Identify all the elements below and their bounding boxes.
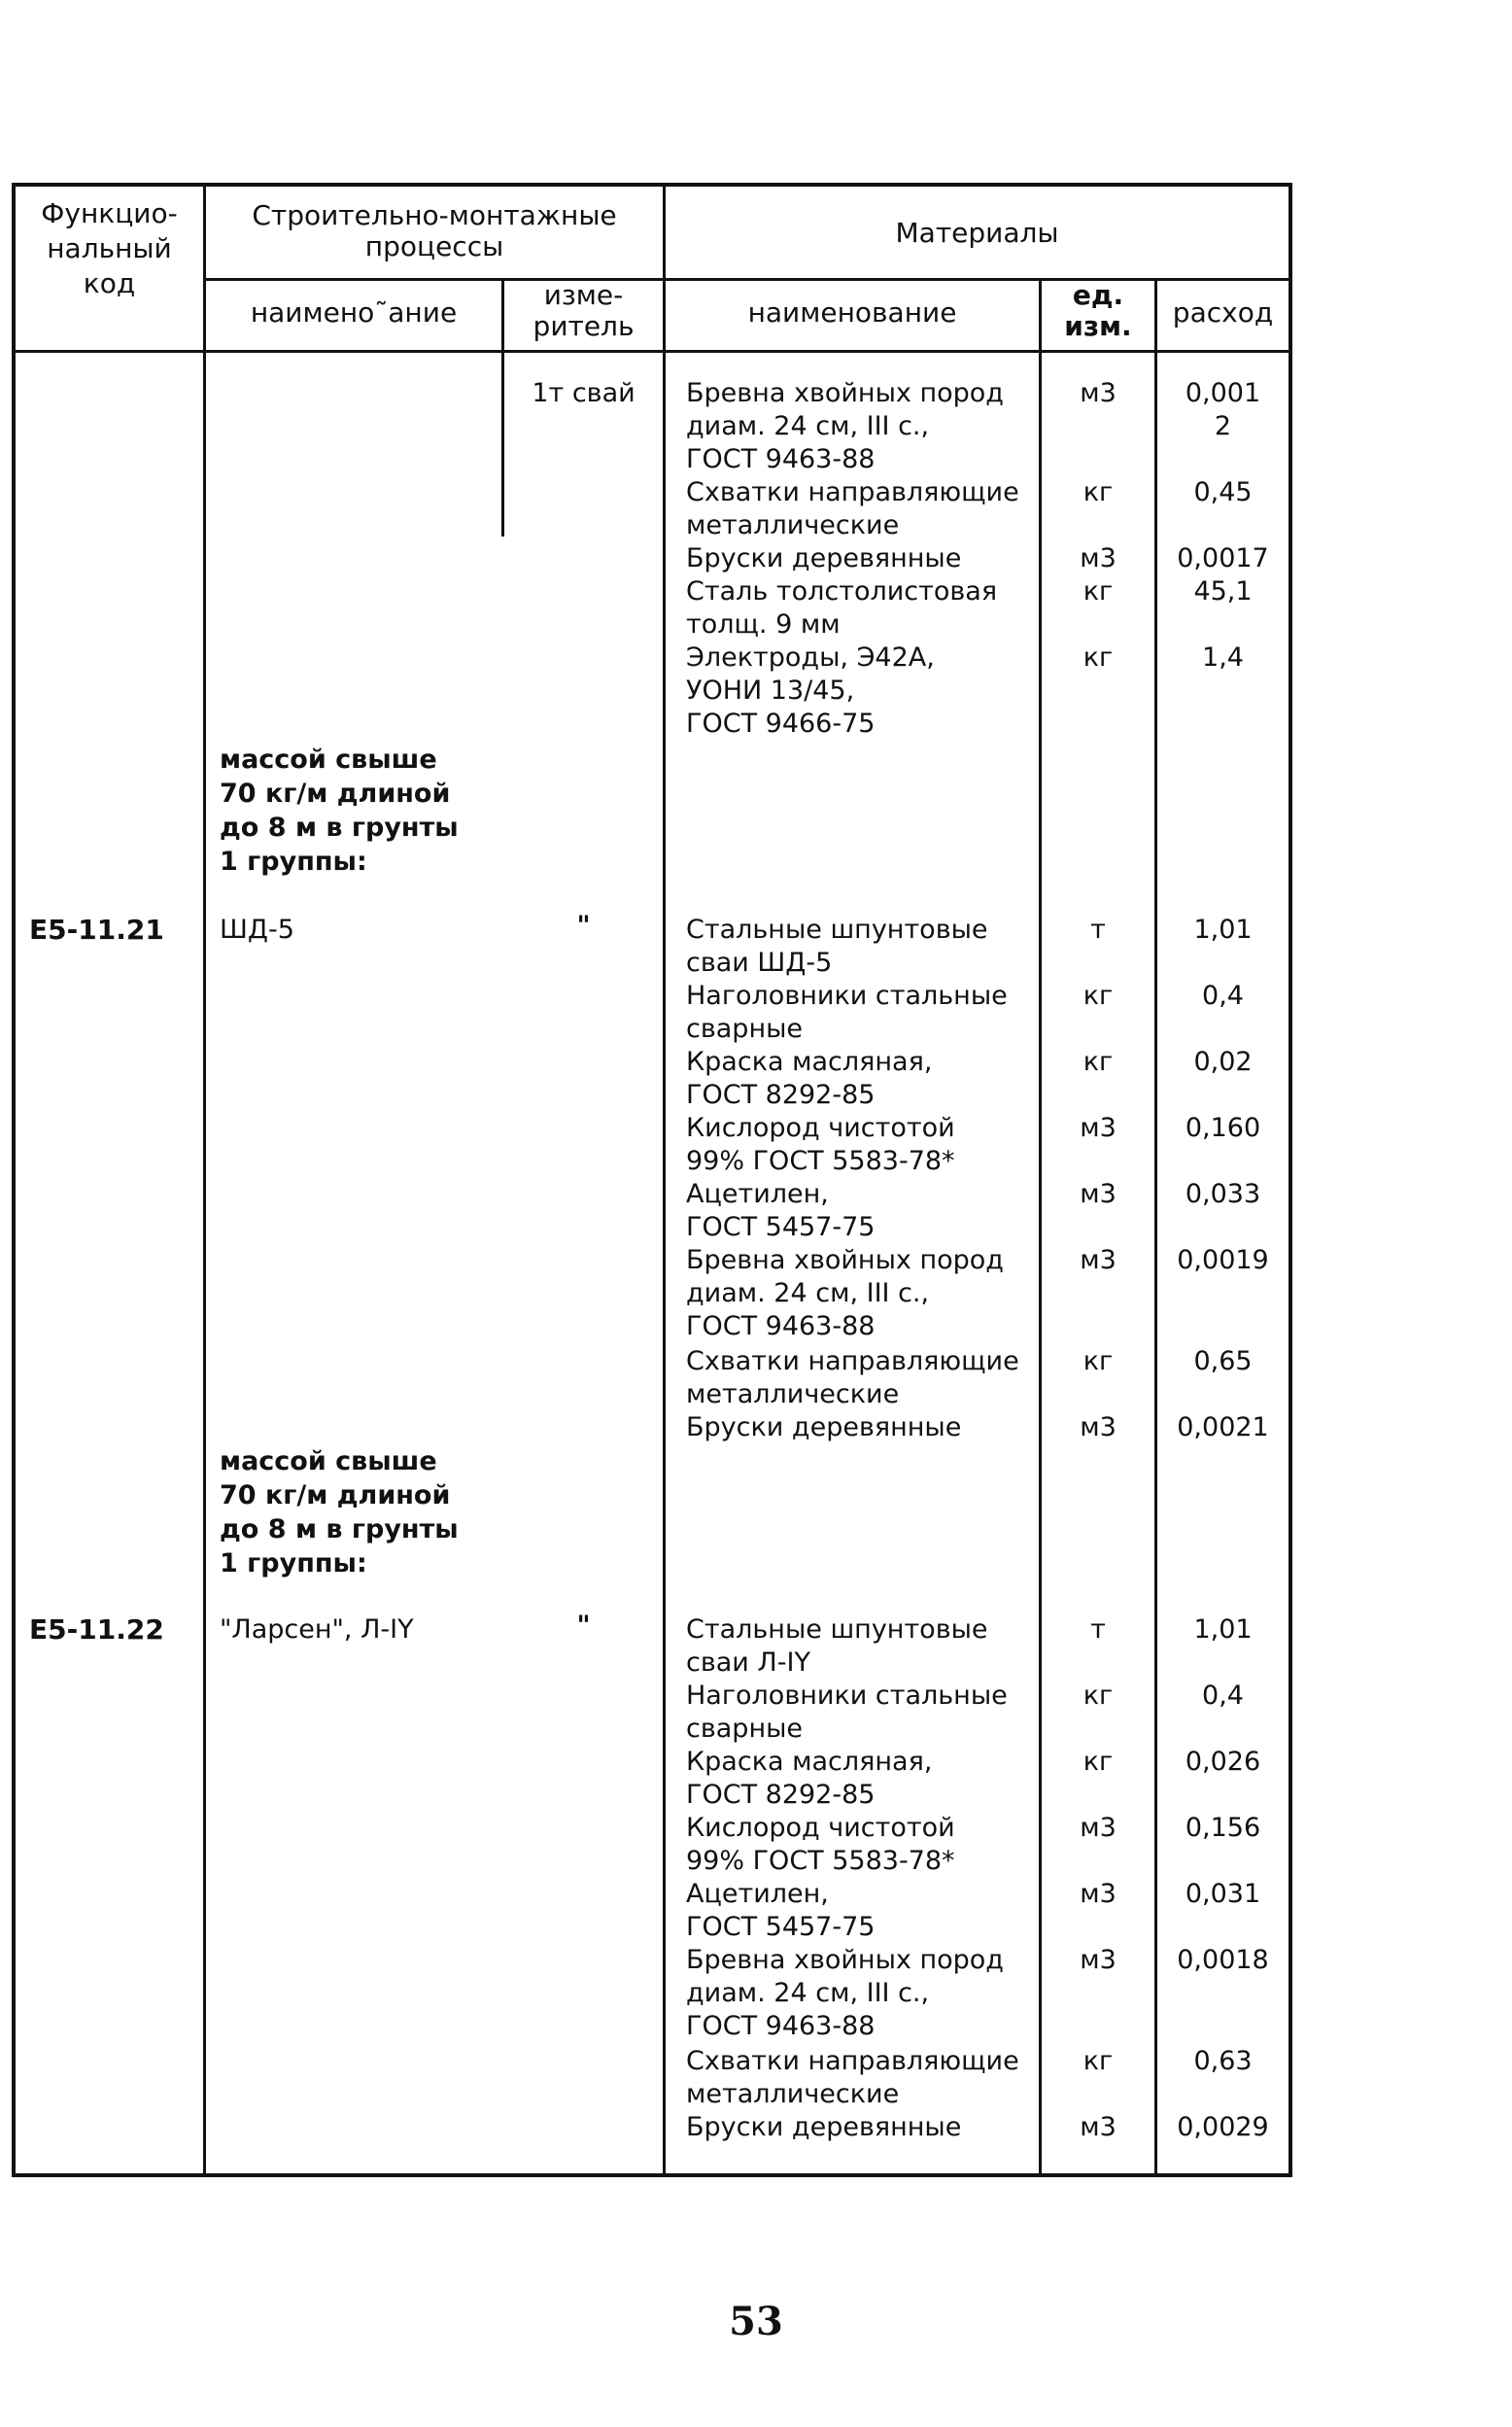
material-name: Бруски деревянные	[686, 543, 962, 573]
material-usage: 0,4	[1202, 1681, 1244, 1711]
material-unit: м3	[1080, 1113, 1117, 1143]
material-name: Ацетилен, ГОСТ 5457-75	[686, 1879, 876, 1942]
material-name: Бревна хвойных пород диам. 24 см, III с., ГОСТ 9463-88	[686, 1245, 1004, 1341]
material-unit: м3	[1080, 1412, 1117, 1442]
functional-code: Е5-11.22	[29, 1613, 164, 1646]
material-unit: кг	[1082, 2046, 1114, 2076]
material-name: Стальные шпунтовые сваи Л-IY	[686, 1614, 988, 1678]
material-name: Схватки направляющие металлические	[686, 2046, 1019, 2109]
material-usage: 0,026	[1185, 1747, 1261, 1777]
material-unit: т	[1090, 915, 1106, 945]
material-name: Бруски деревянные	[686, 2112, 962, 2142]
material-name: Наголовники стальные сварные	[686, 981, 1008, 1044]
material-name: Краска масляная, ГОСТ 8292-85	[686, 1747, 933, 1810]
material-usage: 0,0017	[1177, 543, 1269, 573]
group-heading: массой свыше 70 кг/м длиной до 8 м в грунты 1 группы:	[220, 745, 459, 877]
material-usage: 0,4	[1202, 981, 1244, 1011]
col-divider	[203, 187, 206, 2173]
header-bottom-rule	[16, 350, 1289, 353]
material-usage: 0,0029	[1177, 2112, 1269, 2142]
material-name: Ацетилен, ГОСТ 5457-75	[686, 1179, 876, 1242]
material-unit: м3	[1080, 378, 1117, 408]
header-material-usage: расход	[1172, 296, 1274, 329]
header-process-name: наимено˜ание	[250, 296, 458, 329]
process-unit: "	[576, 911, 591, 941]
col-divider	[663, 187, 666, 2173]
header-material-unit: ед. изм.	[1064, 279, 1132, 342]
material-usage: 0,031	[1185, 1879, 1261, 1909]
material-unit: кг	[1082, 1047, 1114, 1077]
material-name: Схватки направляющие металлические	[686, 477, 1019, 540]
material-unit: кг	[1082, 981, 1114, 1011]
header-material-name: наименование	[747, 296, 957, 329]
header-materials: Материалы	[895, 217, 1059, 249]
materials-table	[12, 183, 1292, 2177]
material-usage: 0,45	[1193, 477, 1253, 507]
process-name: "Ларсен", Л-IY	[220, 1614, 414, 1645]
material-name: Кислород чистотой 99% ГОСТ 5583-78*	[686, 1113, 955, 1176]
material-name: Сталь толстолистовая толщ. 9 мм	[686, 576, 998, 640]
material-name: Кислород чистотой 99% ГОСТ 5583-78*	[686, 1813, 955, 1876]
material-unit: м3	[1080, 1945, 1117, 1975]
material-unit: кг	[1082, 477, 1114, 507]
material-unit: м3	[1080, 1245, 1117, 1275]
material-usage: 45,1	[1193, 576, 1253, 607]
material-name: Электроды, Э42А, УОНИ 13/45, ГОСТ 9466-75	[686, 642, 935, 739]
material-unit: м3	[1080, 1879, 1117, 1909]
process-unit: "	[576, 1611, 591, 1641]
material-usage: 0,156	[1185, 1813, 1261, 1843]
material-name: Бруски деревянные	[686, 1412, 962, 1442]
page-number: 53	[729, 2299, 783, 2344]
material-usage: 0,0018	[1177, 1945, 1269, 1975]
process-unit: 1т свай	[532, 378, 636, 408]
material-usage: 0,0021	[1177, 1412, 1269, 1442]
material-usage: 0,160	[1185, 1113, 1261, 1143]
header-processes: Строительно-монтажные процессы	[252, 199, 617, 262]
material-name: Стальные шпунтовые сваи ШД-5	[686, 915, 988, 978]
material-unit: кг	[1082, 1747, 1114, 1777]
material-name: Наголовники стальные сварные	[686, 1681, 1008, 1744]
material-unit: кг	[1082, 1681, 1114, 1711]
material-unit: м3	[1080, 2112, 1117, 2142]
material-unit: м3	[1080, 1813, 1117, 1843]
material-unit: кг	[1082, 642, 1114, 673]
material-usage: 1,01	[1193, 915, 1253, 945]
header-process-unit: изме- ритель	[533, 279, 635, 342]
material-usage: 0,63	[1193, 2046, 1253, 2076]
material-usage: 0,001 2	[1185, 378, 1261, 441]
material-unit: кг	[1082, 1346, 1114, 1376]
material-unit: м3	[1080, 543, 1117, 573]
material-name: Схватки направляющие металлические	[686, 1346, 1019, 1409]
material-usage: 1,01	[1193, 1614, 1253, 1645]
material-usage: 0,033	[1185, 1179, 1261, 1209]
functional-code: Е5-11.21	[29, 914, 164, 946]
group-heading: массой свыше 70 кг/м длиной до 8 м в грунты 1 группы:	[220, 1446, 459, 1578]
material-unit: м3	[1080, 1179, 1117, 1209]
material-usage: 0,65	[1193, 1346, 1253, 1376]
process-name: ШД-5	[220, 915, 294, 945]
header-code: Функцио- нальный код	[41, 197, 178, 299]
material-usage: 1,4	[1202, 642, 1244, 673]
material-usage: 0,0019	[1177, 1245, 1269, 1275]
material-name: Бревна хвойных пород диам. 24 см, III с., ГОСТ 9463-88	[686, 1945, 1004, 2041]
material-unit: кг	[1082, 576, 1114, 607]
material-usage: 0,02	[1193, 1047, 1253, 1077]
material-unit: т	[1090, 1614, 1106, 1645]
material-name: Краска масляная, ГОСТ 8292-85	[686, 1047, 933, 1110]
material-name: Бревна хвойных пород диам. 24 см, III с., ГОСТ 9463-88	[686, 378, 1004, 474]
